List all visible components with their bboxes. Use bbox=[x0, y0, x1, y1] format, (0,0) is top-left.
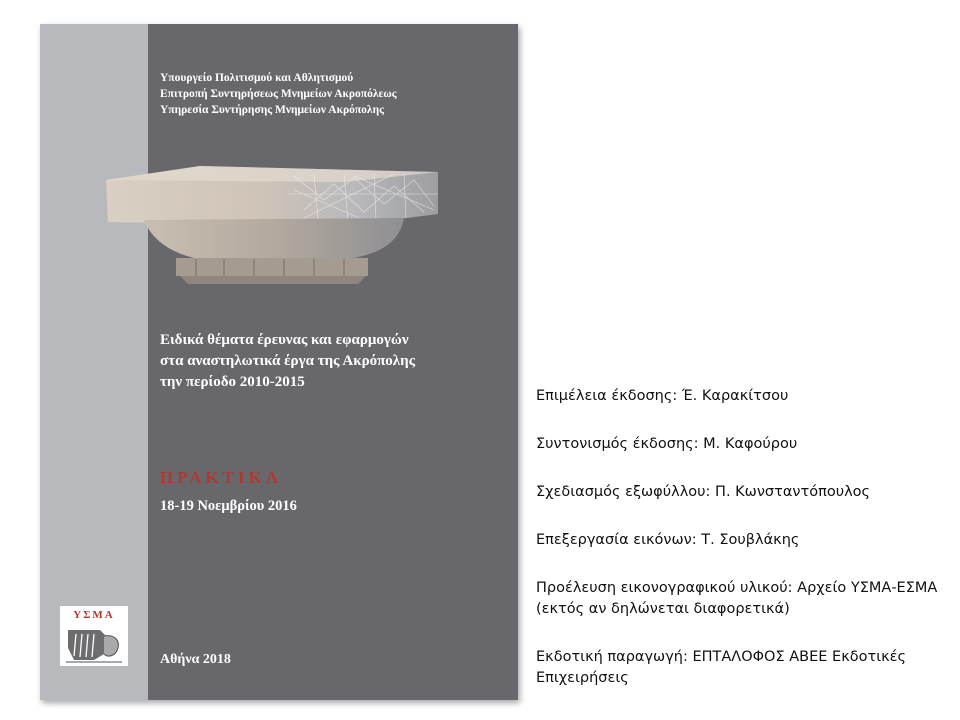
ysma-logo bbox=[60, 606, 128, 666]
cover-title-line-3: την περίοδο 2010-2015 bbox=[160, 374, 305, 390]
institutions-block bbox=[160, 70, 397, 118]
institution-service: Υπηρεσία Συντήρησης Μνημείων Ακρόπολης bbox=[160, 104, 384, 116]
cover-title bbox=[160, 330, 415, 393]
credit-editing: Επιμέλεια έκδοσης: Έ. Καρακίτσου bbox=[536, 388, 789, 404]
ysma-logo-emblem-icon bbox=[64, 624, 124, 664]
credit-coordination: Συντονισμός έκδοσης: Μ. Καφούρου bbox=[536, 436, 798, 452]
book-cover bbox=[40, 24, 518, 700]
credits-list bbox=[536, 386, 950, 716]
institution-committee: Επιτροπή Συντηρήσεως Μνημείων Ακροπόλεως bbox=[160, 88, 397, 100]
credit-image-processing: Επεξεργασία εικόνων: Τ. Σουβλάκης bbox=[536, 532, 800, 548]
capital-image bbox=[104, 160, 444, 290]
credit-image-source: Προέλευση εικονογραφικού υλικού: Αρχείο ΥΣΜΑ-ΕΣΜΑ (εκτός αν δηλώνεται διαφορετικά) bbox=[536, 580, 938, 617]
cover-place-year: Αθήνα 2018 bbox=[160, 652, 231, 667]
institution-ministry: Υπουργείο Πολιτισμού και Αθλητισμού bbox=[160, 72, 354, 84]
cover-title-line-2: στα αναστηλωτικά έργα της Ακρόπολης bbox=[160, 353, 416, 369]
cover-side-strip bbox=[40, 24, 148, 700]
credit-cover-design: Σχεδιασμός εξωφύλλου: Π. Κωνσταντόπουλος bbox=[536, 484, 871, 500]
cover-dates: 18-19 Νοεμβρίου 2016 bbox=[160, 498, 297, 514]
credit-production: Εκδοτική παραγωγή: ΕΠΤΑΛΟΦΟΣ ΑΒΕΕ Εκδοτικές Επιχειρήσεις bbox=[536, 649, 907, 686]
cover-title-line-1: Ειδικά θέματα έρευνας και εφαρμογών bbox=[160, 332, 409, 348]
cover-subtitle: ΠΡΑΚΤΙΚΑ bbox=[160, 468, 283, 487]
ysma-logo-text: ΥΣΜΑ bbox=[73, 609, 115, 621]
